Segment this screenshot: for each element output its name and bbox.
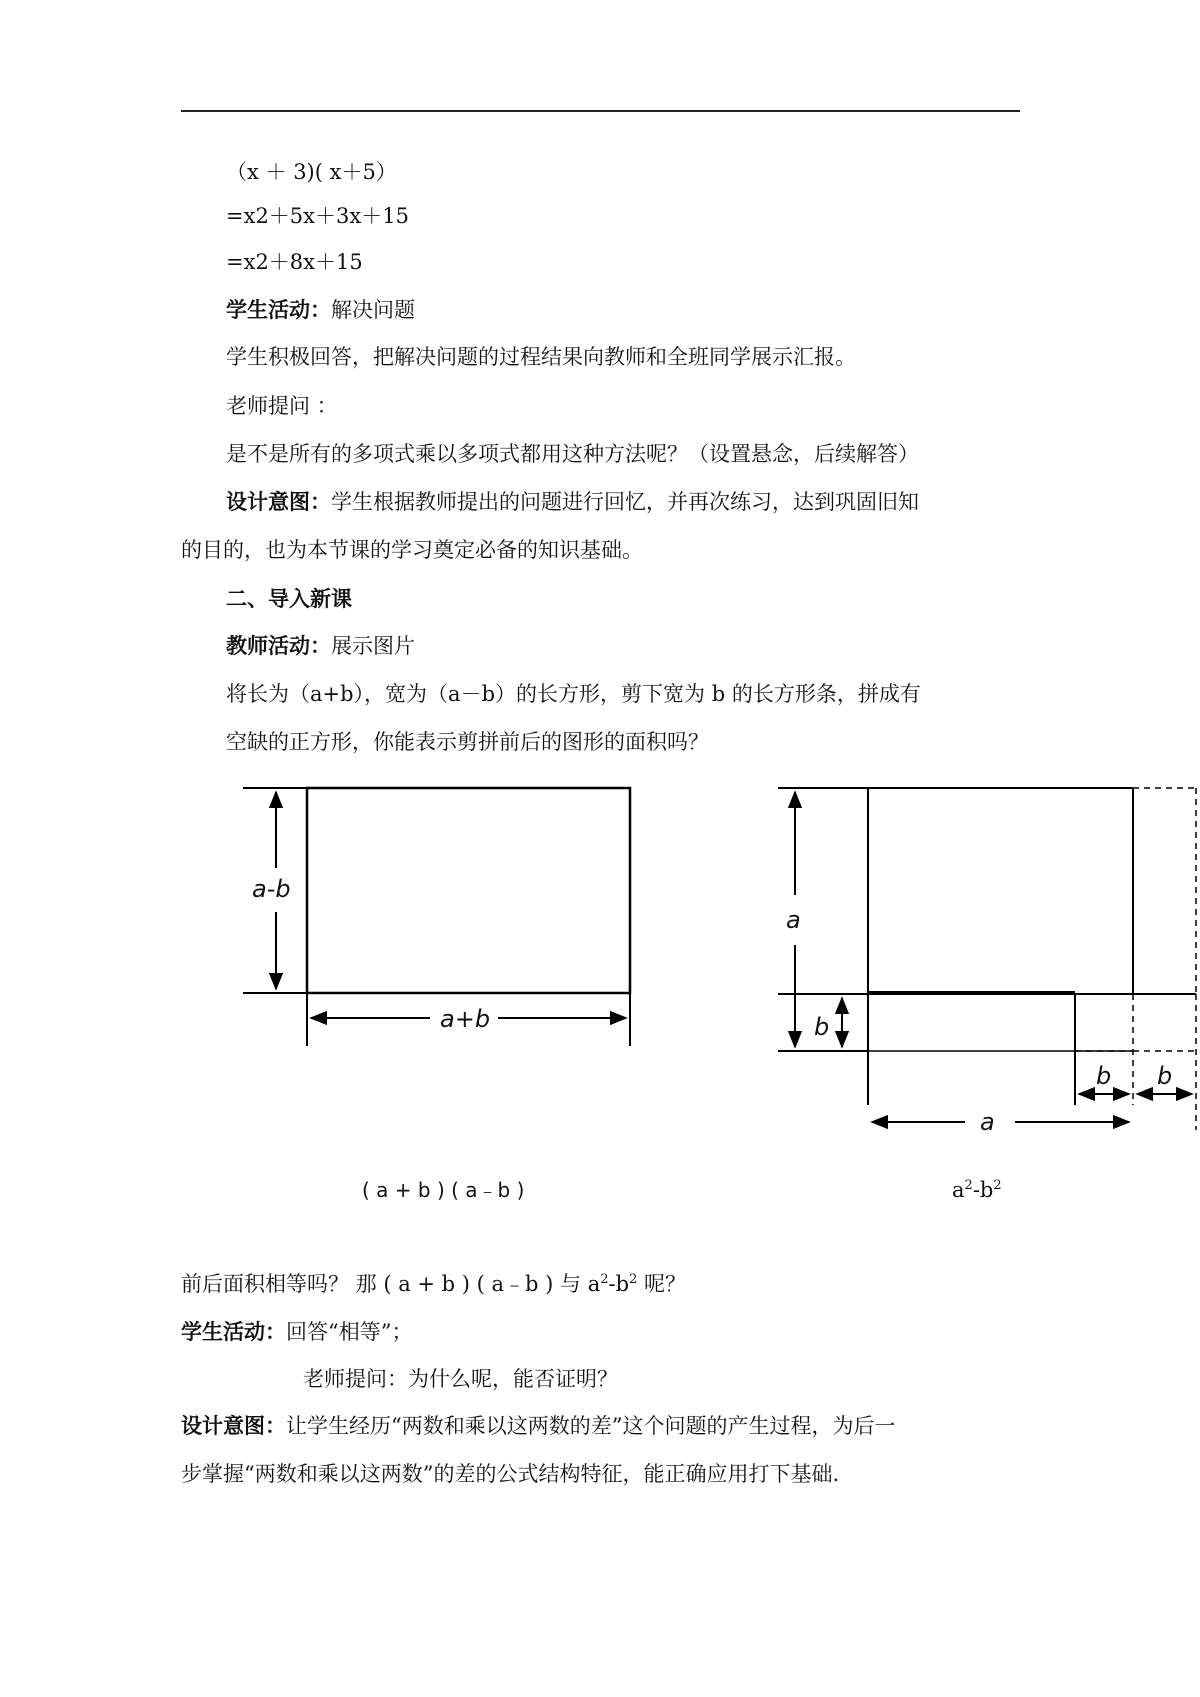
design-intent-line: 设计意图：学生根据教师提出的问题进行回忆，并再次练习，达到巩固旧知 bbox=[226, 489, 919, 514]
question-line: 前后面积相等吗？ 那 ( a + b ) ( a﹣b ) 与 $a^2-b^2$ 呢？ bbox=[181, 1272, 687, 1296]
height-label-right: a bbox=[786, 906, 801, 934]
formula-line-3: =x2＋8x＋15 bbox=[226, 250, 363, 274]
teacher-activity-line: 教师活动：展示图片 bbox=[226, 633, 415, 658]
width-label-left: a+b bbox=[440, 1005, 491, 1033]
student-activity-label: 学生活动： bbox=[226, 297, 331, 322]
b-label-2: b bbox=[1157, 1062, 1173, 1090]
design-intent-label: 设计意图： bbox=[226, 489, 331, 514]
teacher-ask-line: 老师提问 ： bbox=[226, 394, 338, 418]
teacher-activity-label: 教师活动： bbox=[226, 633, 331, 658]
figure-left bbox=[243, 788, 630, 1046]
student-activity-line: 学生活动：解决问题 bbox=[226, 297, 415, 322]
figure-right bbox=[778, 788, 1196, 1130]
paragraph-line: 学生积极回答，把解决问题的过程结果向教师和全班同学展示汇报。 bbox=[226, 345, 856, 369]
caption-left: ( a + b ) ( a﹣b ) bbox=[362, 1178, 525, 1202]
paragraph-line: 是不是所有的多项式乘以多项式都用这种方法呢？（设置悬念，后续解答） bbox=[226, 442, 919, 466]
caption-right: $a^2-b^2$ bbox=[952, 1178, 1002, 1202]
paragraph-line: 将长为（a+b），宽为（a－b）的长方形，剪下宽为 b 的长方形条，拼成有 bbox=[226, 682, 921, 706]
rectangle-shape bbox=[307, 788, 630, 993]
paragraph-line: 空缺的正方形，你能表示剪拼前后的图形的面积吗？ bbox=[226, 730, 709, 754]
student-answer-line: 学生活动：回答“相等”； bbox=[181, 1319, 413, 1344]
teacher-question-line: 老师提问：为什么呢，能否证明？ bbox=[303, 1367, 618, 1391]
formula-line-2: =x2＋5x＋3x＋15 bbox=[226, 204, 409, 228]
design-intent-label: 设计意图： bbox=[181, 1413, 286, 1438]
design-intent-line-2: 设计意图：让学生经历“两数和乘以这两数的差”这个问题的产生过程，为后一 bbox=[181, 1413, 896, 1438]
paragraph-line: 步掌握“两数和乘以这两数”的差的公式结构特征，能正确应用打下基础. bbox=[181, 1462, 840, 1486]
b-label-1: b bbox=[1096, 1062, 1112, 1090]
formula-line-1: （x ＋ 3)( x＋5） bbox=[226, 160, 397, 184]
section-heading: 二、导入新课 bbox=[226, 586, 352, 611]
height-label-left: a-b bbox=[252, 875, 291, 903]
student-activity-label: 学生活动： bbox=[181, 1319, 286, 1344]
width-label-right: a bbox=[980, 1108, 995, 1136]
strip-height-label: b bbox=[814, 1013, 830, 1041]
paragraph-line: 的目的，也为本节课的学习奠定必备的知识基础。 bbox=[181, 538, 643, 562]
